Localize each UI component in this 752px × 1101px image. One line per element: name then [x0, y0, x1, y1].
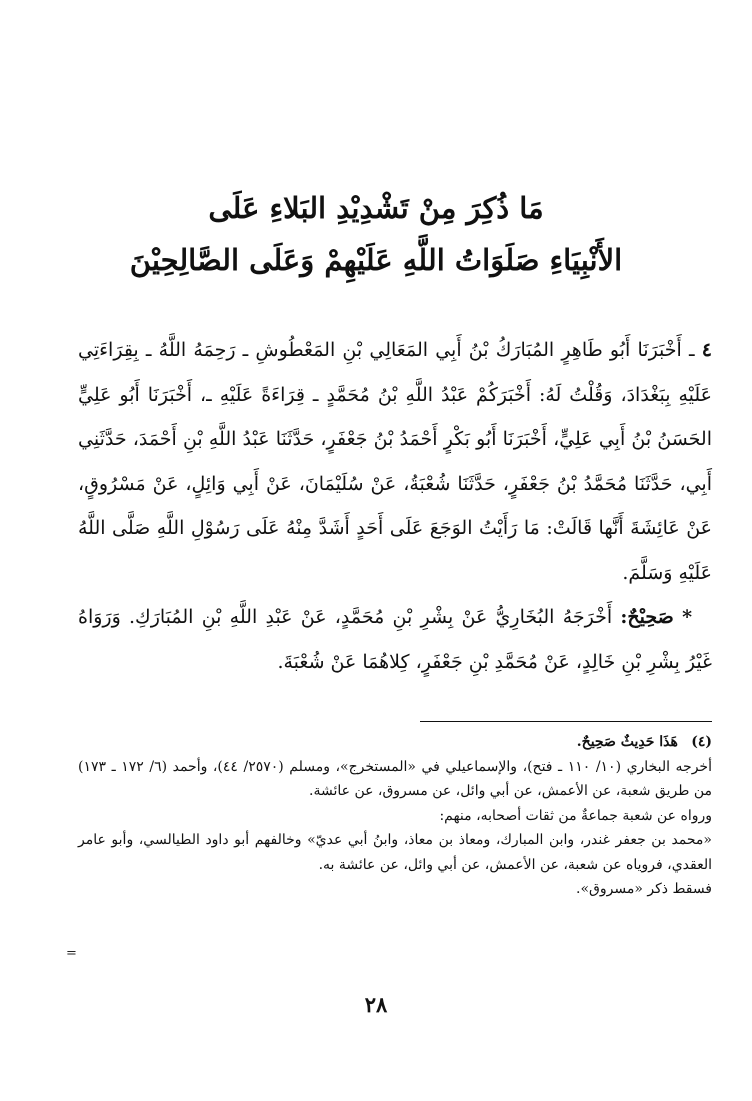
- chapter-title-line-2: الأَنْبِيَاءِ صَلَوَاتُ اللَّهِ عَلَيْهِمْ وَعَلَى الصَّالِحِيْنَ: [129, 243, 623, 277]
- verdict-text: أَخْرَجَهُ البُخَارِيُّ عَنْ بِشْرِ بْنِ مُحَمَّدٍ، عَنْ عَبْدِ اللَّهِ بْنِ المُبَارَكِ. وَرَوَاهُ غَيْرُ بِشْرِ بْنِ خَالِدٍ، عَنْ مُحَمَّدِ بْنِ جَعْفَرٍ، كِلاهُمَا عَنْ شُعْبَةَ.: [78, 606, 712, 673]
- footnotes: [78, 730, 712, 902]
- hadith-number: ٤: [701, 339, 712, 361]
- verdict-keyword: صَحِيْحٌ:: [620, 606, 674, 628]
- verdict-marker: *: [682, 606, 692, 628]
- footnote-continuation-mark: =: [66, 946, 77, 961]
- chapter-title-line-1: مَا ذُكِرَ مِنْ تَشْدِيْدِ البَلاءِ عَلَى: [208, 191, 544, 225]
- footnote-paragraph: ورواه عن شعبة جماعةٌ من ثقات أصحابه، منهم:: [439, 807, 712, 824]
- footnote-heading: هَذَا حَدِيثٌ صَحِيحٌ.: [576, 734, 678, 750]
- main-text: [78, 328, 712, 684]
- hadith-paragraph: [78, 328, 712, 595]
- footnote-ref: (٤): [691, 734, 712, 750]
- footnote-heading-line: [78, 730, 712, 755]
- footnote-paragraph: «محمد بن جعفر غندر، وابن المبارك، ومعاذ بن معاذ، وابنُ أبي عديّ» وخالفهم أبو داود الطيالسي، وأبو عامر العقدي، فروياه عن شعبة، عن الأعمش، عن أبي وائل، عن عائشة به.: [78, 832, 712, 873]
- chapter-title: [60, 182, 692, 286]
- footnote-paragraph: أخرجه البخاري (١٠/ ١١٠ ـ فتح)، والإسماعيلي في «المستخرج»، ومسلم (٢٥٧٠/ ٤٤)، وأحمد (٦/ ١٧٢ ـ ١٧٣) من طريق شعبة، عن الأعمش، عن أبي وائل، عن مسروق، عن عائشة.: [78, 758, 712, 799]
- footnote-divider: [420, 721, 712, 722]
- verdict-paragraph: [78, 595, 712, 684]
- footnote-paragraph: فسقط ذكر «مسروق».: [576, 881, 712, 897]
- page-number: ٢٨: [364, 992, 388, 1017]
- hadith-text: ـ أَخْبَرَنَا أَبُو طَاهِرٍ المُبَارَكُ بْنُ أَبِي المَعَالِي بْنِ المَعْطُوشِ ـ رَحِمَهُ اللَّهُ ـ بِقِرَاءَتِي عَلَيْهِ بِبَغْدَادَ، وَقُلْتُ لَهُ: أَخْبَرَكُمْ عَبْدُ اللَّهِ بْنُ مُحَمَّدٍ ـ قِرَاءَةً عَلَيْهِ ـ، أَخْبَرَنَا أَبُو عَلِيٍّ الحَسَنُ بْنُ أَبِي عَلِيٍّ، أَخْبَرَنَا أَبُو بَكْرٍ أَحْمَدُ بْنُ جَعْفَرٍ، حَدَّثَنَا عَبْدُ اللَّهِ بْنِ أَحْمَدَ، حَدَّثَنِي أَبِي، حَدَّثَنَا مُحَمَّدُ بْنُ جَعْفَرٍ، حَدَّثَنَا شُعْبَةُ، عَنْ سُلَيْمَانَ، عَنْ أَبِي وَائِلٍ، عَنْ مَسْرُوقٍ، عَنْ عَائِشَةَ أَنَّها قَالَتْ: مَا رَأَيْتُ الوَجَعَ عَلَى أَحَدٍ أَشَدَّ مِنْهُ عَلَى رَسُوْلِ اللَّهِ صَلَّى اللَّهُ عَلَيْهِ وَسَلَّمَ.: [78, 339, 712, 584]
